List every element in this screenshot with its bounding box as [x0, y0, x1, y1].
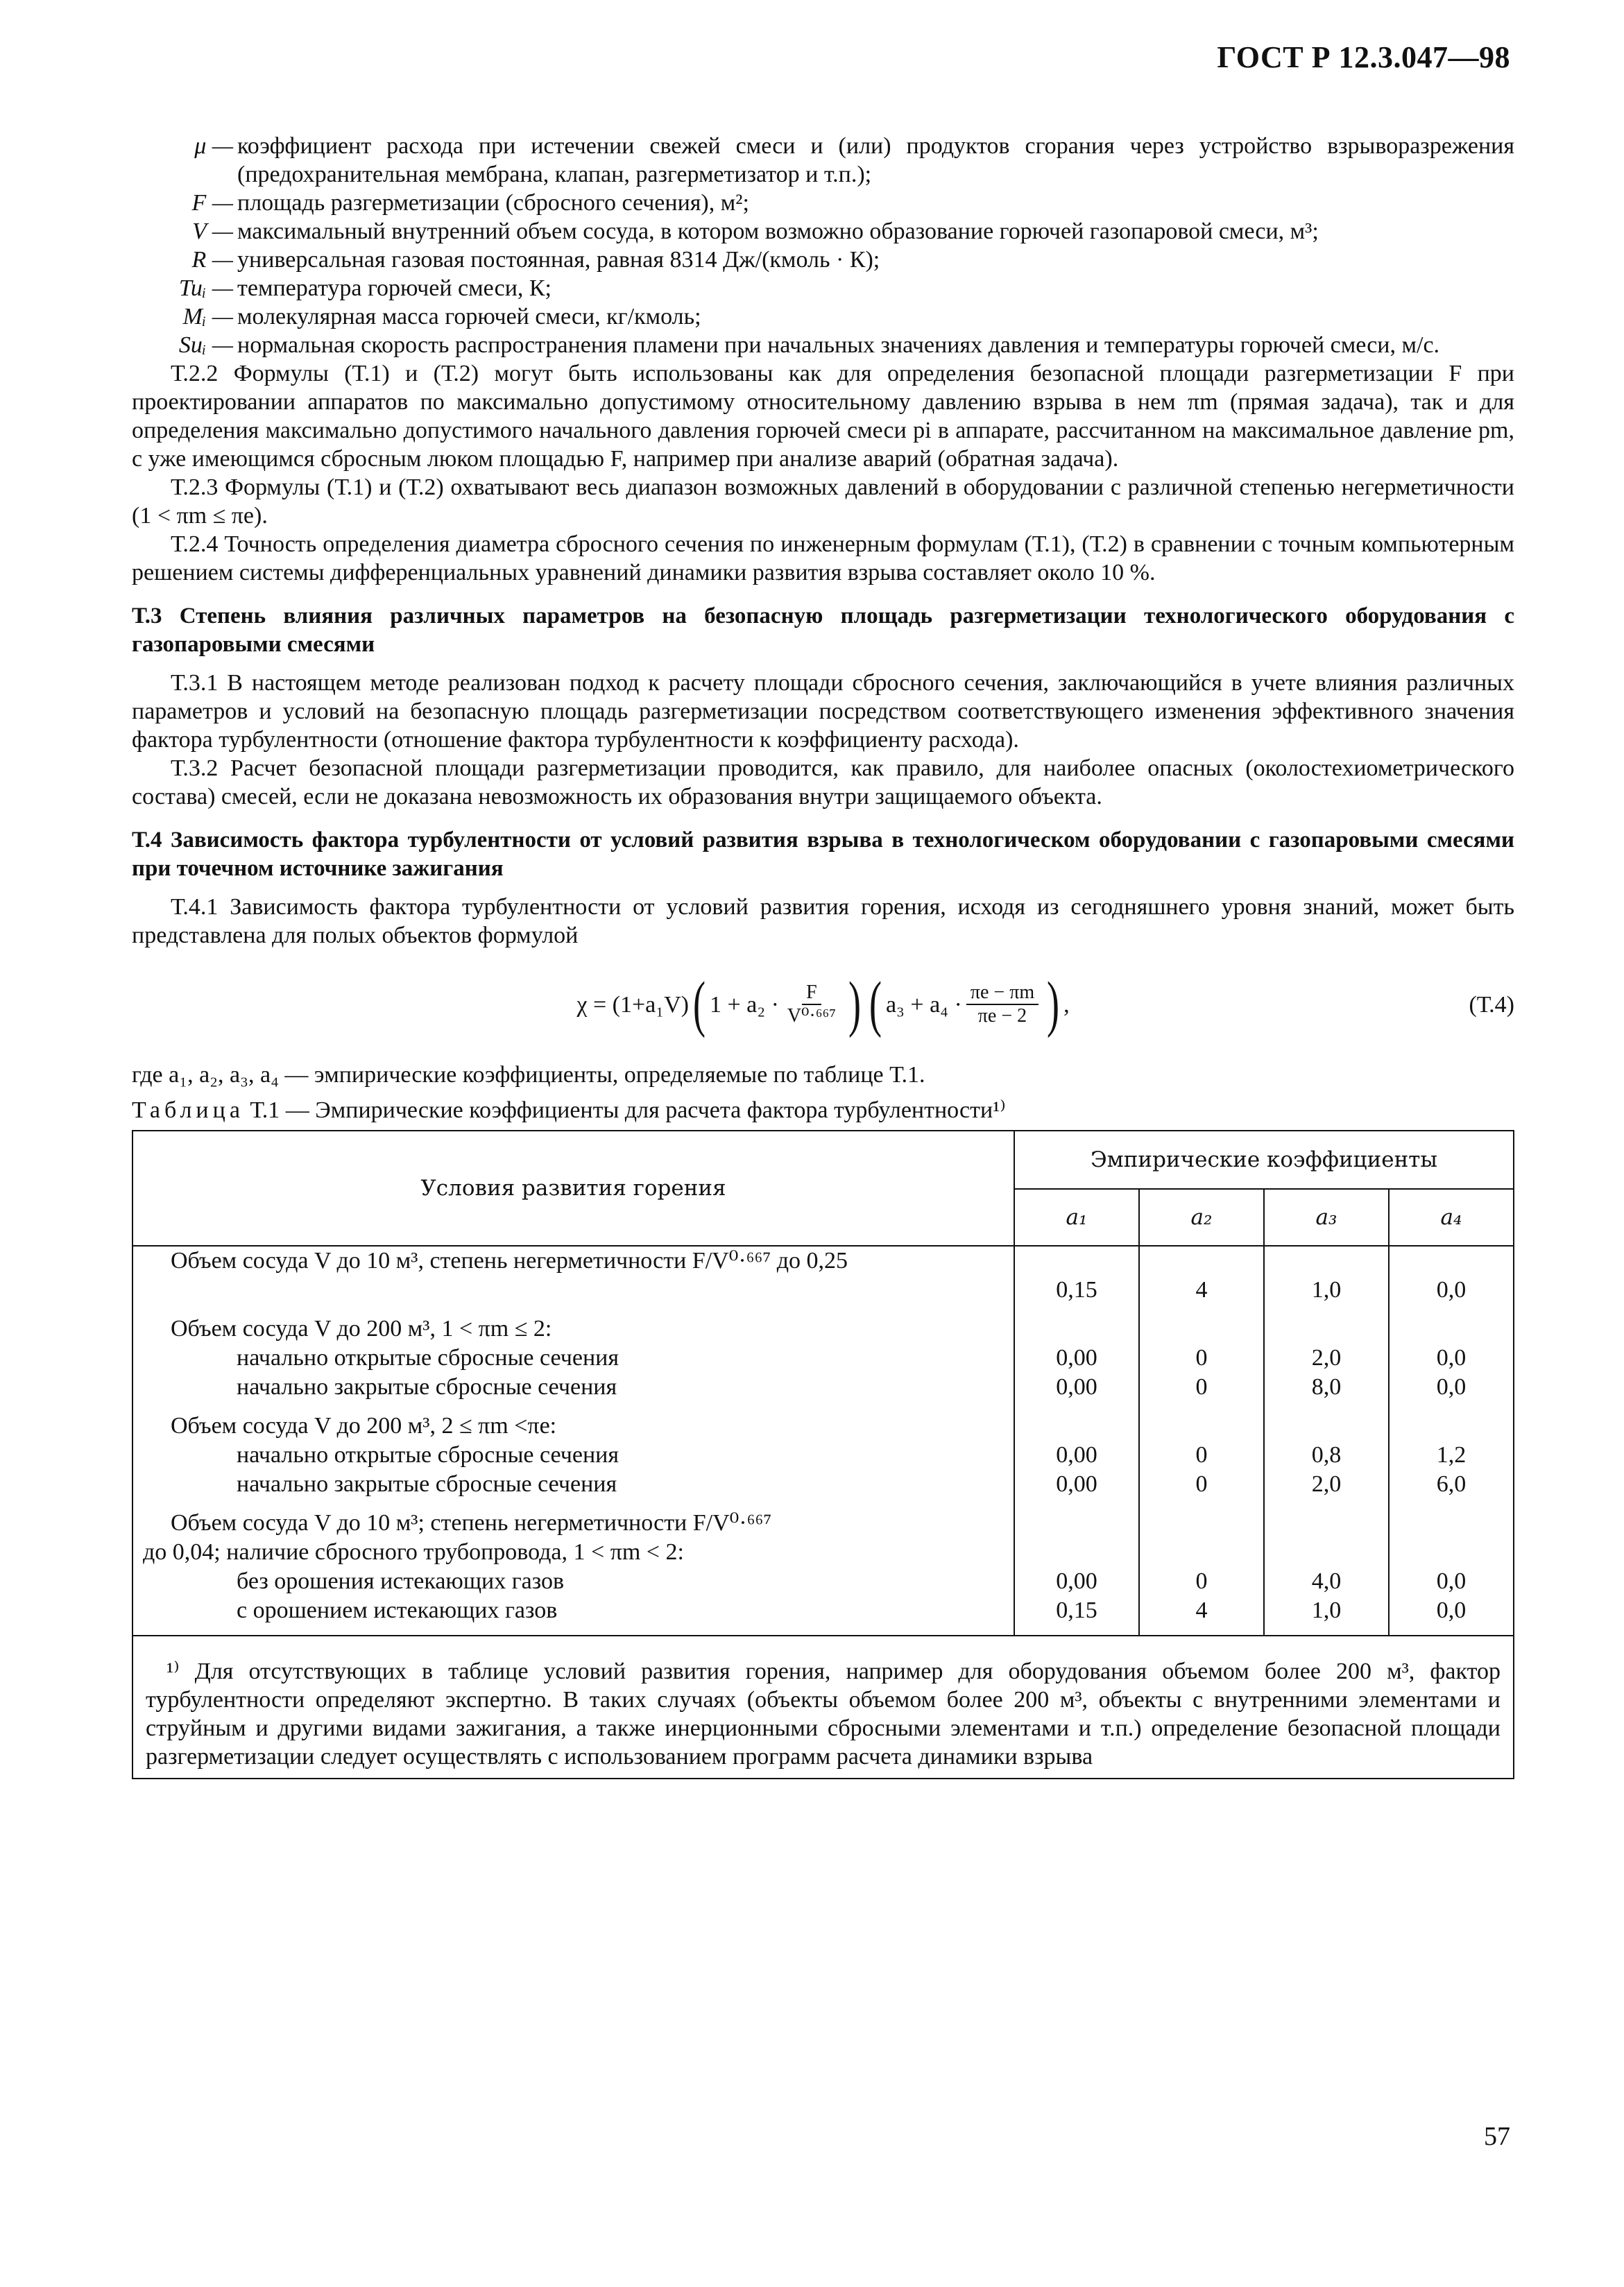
- condition-cell: [133, 1441, 1014, 1470]
- coefficient-cell: 0,15: [1014, 1276, 1139, 1305]
- column-header-a4: a₄: [1389, 1189, 1514, 1246]
- coefficient-cell: 0,15: [1014, 1596, 1139, 1636]
- coefficient-cell: [1014, 1246, 1139, 1276]
- column-header-a3: a₃: [1264, 1189, 1389, 1246]
- table-row: [133, 1441, 1514, 1470]
- formula-fraction-1: [783, 982, 840, 1027]
- close-paren-icon: ): [848, 970, 861, 1038]
- condition-label: Объем сосуда V до 200 м³, 2 ≤ πm <πe:: [171, 1413, 557, 1439]
- condition-label: с орошением истекающих газов: [237, 1598, 558, 1623]
- coefficient-cell: [1014, 1305, 1139, 1344]
- close-paren-icon: ): [1047, 970, 1060, 1038]
- condition-cell: [133, 1499, 1014, 1538]
- formula-number: (Т.4): [1469, 991, 1514, 1018]
- open-paren-icon: (: [869, 970, 882, 1038]
- definitions-list: [132, 132, 1514, 359]
- condition-label: Объем сосуда V до 10 м³, степень негерметичности F/V⁰·⁶⁶⁷ до 0,25: [171, 1248, 848, 1274]
- coefficient-cell: 0,00: [1014, 1344, 1139, 1373]
- paragraph: Т.3.2 Расчет безопасной площади разгерметизации проводится, как правило, для наиболее опасных (околостехиометрического состава) смесей, если не доказана невозможность их образования внутри защищаемого объекта.: [132, 755, 1514, 810]
- coefficient-cell: [1139, 1499, 1264, 1538]
- definition-symbol: V —: [192, 219, 233, 244]
- condition-label: начально закрытые сбросные сечения: [237, 1374, 617, 1400]
- definition-item: [132, 302, 1514, 331]
- condition-cell: [133, 1596, 1014, 1636]
- paragraph: Т.2.2 Формулы (Т.1) и (Т.2) могут быть использованы как для определения безопасной площади разгерметизации F при проектировании аппаратов по максимально допустимому относительному давлению взрыва в нем πm (прямая задача), так и для определения максимально допустимого начального давления горючей смеси pi в аппарате, рассчитанном на максимальное давление pm, с уже имеющимся сбросным люком площадью F, например при анализе аварий (обратная задача).: [132, 361, 1514, 472]
- condition-label: Объем сосуда V до 10 м³; степень негерметичности F/V⁰·⁶⁶⁷: [171, 1510, 772, 1536]
- coefficient-cell: [1014, 1499, 1139, 1538]
- table-caption-prefix: Таблица: [132, 1097, 244, 1123]
- coefficient-cell: [1264, 1499, 1389, 1538]
- section-t4-heading: Т.4 Зависимость фактора турбулентности от условий развития взрыва в технологическом оборудовании с газопаровыми смесями при точечном источнике зажигания: [132, 828, 1514, 881]
- definition-symbol: μ —: [194, 133, 233, 159]
- coefficient-cell: 0,00: [1014, 1441, 1139, 1470]
- coefficients-table: [132, 1130, 1514, 1636]
- coefficient-cell: [1014, 1538, 1139, 1567]
- coefficient-cell: 0,00: [1014, 1567, 1139, 1596]
- definition-item: [132, 217, 1514, 246]
- formula-body: [132, 970, 1431, 1038]
- coefficient-cell: 1,0: [1264, 1596, 1389, 1636]
- condition-cell: [133, 1276, 1014, 1305]
- coefficient-cell: 4: [1139, 1276, 1264, 1305]
- table-footnote: [132, 1636, 1514, 1779]
- paragraph: Т.3.1 В настоящем методе реализован подход к расчету площади сбросного сечения, заключающийся в учете влияния различных параметров и условий на безопасную площадь разгерметизации посредством соответствующего изменения эффективного значения фактора турбулентности (отношение фактора турбулентности к коэффициенту расхода).: [132, 670, 1514, 753]
- definition-symbol: Tuᵢ —: [178, 275, 233, 301]
- definition-text: нормальная скорость распространения пламени при начальных значениях давления и температуры горючей смеси, м/с.: [237, 332, 1440, 358]
- coefficient-cell: 0: [1139, 1344, 1264, 1373]
- coefficient-cell: 2,0: [1264, 1344, 1389, 1373]
- formula-term2-prefix: 1 + a₂ ·: [709, 991, 779, 1018]
- page-content: [132, 132, 1514, 1779]
- coefficient-cell: [1389, 1402, 1514, 1441]
- table-row: [133, 1402, 1514, 1441]
- table-row: [133, 1373, 1514, 1402]
- condition-label: Объем сосуда V до 200 м³, 1 < πm ≤ 2:: [171, 1316, 552, 1342]
- coefficient-cell: 4,0: [1264, 1567, 1389, 1596]
- definition-item: [132, 189, 1514, 217]
- coefficient-cell: 1,2: [1389, 1441, 1514, 1470]
- condition-cell: [133, 1344, 1014, 1373]
- coefficient-cell: 1,0: [1264, 1276, 1389, 1305]
- document-header: ГОСТ Р 12.3.047—98: [1217, 40, 1510, 74]
- coefficient-cell: [1389, 1499, 1514, 1538]
- coefficient-cell: 0,00: [1014, 1373, 1139, 1402]
- coefficient-cell: 0,0: [1389, 1596, 1514, 1636]
- definition-text: коэффициент расхода при истечении свежей смеси и (или) продуктов сгорания через устройство взрыворазрежения (предохранительная мембрана, клапан, разгерметизатор и т.п.);: [237, 133, 1514, 187]
- table-row: [133, 1344, 1514, 1373]
- table-row: [133, 1470, 1514, 1499]
- column-header-condition: Условия развития горения: [133, 1131, 1014, 1246]
- coefficient-cell: 0,00: [1014, 1470, 1139, 1499]
- fraction-1-numerator: F: [802, 982, 821, 1005]
- formula-t4: [132, 952, 1514, 1056]
- coefficient-cell: 8,0: [1264, 1373, 1389, 1402]
- definition-symbol: Mᵢ —: [182, 304, 233, 329]
- definition-symbol: Suᵢ —: [178, 332, 233, 358]
- definition-item: [132, 246, 1514, 274]
- fraction-2-numerator: πe − πm: [966, 982, 1038, 1005]
- coefficient-cell: 0,0: [1389, 1567, 1514, 1596]
- fraction-1-denominator: V⁰·⁶⁶⁷: [787, 1005, 836, 1027]
- table-row: [133, 1305, 1514, 1344]
- table-row: [133, 1596, 1514, 1636]
- coefficient-cell: [1389, 1246, 1514, 1276]
- definition-symbol: R —: [191, 247, 233, 273]
- definition-text: молекулярная масса горючей смеси, кг/кмоль;: [237, 304, 701, 329]
- definition-item: [132, 331, 1514, 359]
- column-header-a2: a₂: [1139, 1189, 1264, 1246]
- formula-lhs: χ = (1+a₁V): [576, 991, 689, 1018]
- table-row: [133, 1538, 1514, 1567]
- paragraph: Т.2.4 Точность определения диаметра сбросного сечения по инженерным формулам (Т.1), (Т.2) в сравнении с точным компьютерным решением системы дифференциальных уравнений динамики развития взрыва составляет около 10 %.: [132, 531, 1514, 585]
- condition-label: начально открытые сбросные сечения: [237, 1345, 619, 1371]
- table-caption-text: Т.1 — Эмпирические коэффициенты для расчета фактора турбулентности¹⁾: [250, 1097, 1006, 1123]
- definition-text: максимальный внутренний объем сосуда, в котором возможно образование горючей газопаровой смеси, м³;: [237, 219, 1319, 244]
- definition-item: [132, 274, 1514, 302]
- formula-term3-prefix: a₃ + a₄ ·: [885, 991, 962, 1018]
- section-t3-heading: Т.3 Степень влияния различных параметров на безопасную площадь разгерметизации технологического оборудования с газопаровыми смесями: [132, 603, 1514, 657]
- condition-cell: [133, 1305, 1014, 1344]
- section-t3-paragraphs: [132, 669, 1514, 811]
- condition-label: без орошения истекающих газов: [237, 1568, 565, 1594]
- table-row: [133, 1246, 1514, 1276]
- open-paren-icon: (: [692, 970, 706, 1038]
- footnote-text: ¹⁾ Для отсутствующих в таблице условий развития горения, например для оборудования объемом более 200 м³, фактор турбулентности определяют экспертно. В таких случаях (объекты объемом более 200 м³, объекты с внутренними элементами и струйным и другими видами зажигания, а также инерционными сбросными элементами и т.п.) определение безопасной площади разгерметизации следует осуществлять с использованием программ расчета динамики взрыва: [146, 1659, 1501, 1770]
- definition-text: универсальная газовая постоянная, равная 8314 Дж/(кмоль · К);: [237, 247, 880, 273]
- definition-text: площадь разгерметизации (сбросного сечения), м²;: [237, 190, 749, 216]
- coefficient-cell: [1264, 1538, 1389, 1567]
- coefficient-cell: 0: [1139, 1441, 1264, 1470]
- formula-fraction-2: [966, 982, 1038, 1027]
- coefficient-cell: [1139, 1402, 1264, 1441]
- coefficient-cell: 0: [1139, 1373, 1264, 1402]
- section-t2-paragraphs: [132, 359, 1514, 587]
- coefficient-cell: 0,0: [1389, 1373, 1514, 1402]
- coefficient-cell: [1139, 1246, 1264, 1276]
- section-t4-paragraph: Т.4.1 Зависимость фактора турбулентности от условий развития горения, исходя из сегодняшнего уровня знаний, может быть представлена для полых объектов формулой: [132, 894, 1514, 948]
- table-row: [133, 1567, 1514, 1596]
- condition-cell: [133, 1246, 1014, 1276]
- fraction-2-denominator: πe − 2: [977, 1005, 1027, 1027]
- coefficient-cell: 6,0: [1389, 1470, 1514, 1499]
- page-number: 57: [1484, 2122, 1510, 2151]
- coefficient-cell: 0: [1139, 1470, 1264, 1499]
- condition-cell: [133, 1402, 1014, 1441]
- condition-label: начально закрытые сбросные сечения: [237, 1471, 617, 1497]
- coefficient-cell: [1264, 1246, 1389, 1276]
- coefficient-cell: 4: [1139, 1596, 1264, 1636]
- coefficient-cell: [1139, 1538, 1264, 1567]
- definition-text: температура горючей смеси, К;: [237, 275, 552, 301]
- column-header-coefficients: Эмпирические коэффициенты: [1014, 1131, 1514, 1189]
- coefficient-cell: 0,0: [1389, 1276, 1514, 1305]
- coefficient-cell: [1264, 1305, 1389, 1344]
- coefficient-cell: [1389, 1305, 1514, 1344]
- condition-cell: [133, 1538, 1014, 1567]
- column-header-a1: a₁: [1014, 1189, 1139, 1246]
- condition-label: начально открытые сбросные сечения: [237, 1442, 619, 1468]
- paragraph: Т.2.3 Формулы (Т.1) и (Т.2) охватывают весь диапазон возможных давлений в оборудовании с различной степенью негерметичности (1 < πm ≤ πe).: [132, 474, 1514, 529]
- formula-tail: ,: [1063, 991, 1070, 1018]
- table-caption: [132, 1096, 1514, 1124]
- table-row: [133, 1499, 1514, 1538]
- coefficient-cell: 0,0: [1389, 1344, 1514, 1373]
- coefficient-cell: [1389, 1538, 1514, 1567]
- coefficient-cell: [1264, 1402, 1389, 1441]
- condition-cell: [133, 1373, 1014, 1402]
- definition-symbol: F —: [191, 190, 233, 216]
- table-row: [133, 1276, 1514, 1305]
- condition-cell: [133, 1567, 1014, 1596]
- coefficient-cell: 2,0: [1264, 1470, 1389, 1499]
- condition-label: до 0,04; наличие сбросного трубопровода, 1 < πm < 2:: [143, 1539, 684, 1565]
- definition-item: [132, 132, 1514, 189]
- coefficient-cell: 0,8: [1264, 1441, 1389, 1470]
- coefficient-cell: [1139, 1305, 1264, 1344]
- table-body: [133, 1246, 1514, 1636]
- coefficient-cell: 0: [1139, 1567, 1264, 1596]
- condition-cell: [133, 1470, 1014, 1499]
- formula-where-text: где a₁, a₂, a₃, a₄ — эмпирические коэффициенты, определяемые по таблице Т.1.: [132, 1062, 925, 1088]
- coefficient-cell: [1014, 1402, 1139, 1441]
